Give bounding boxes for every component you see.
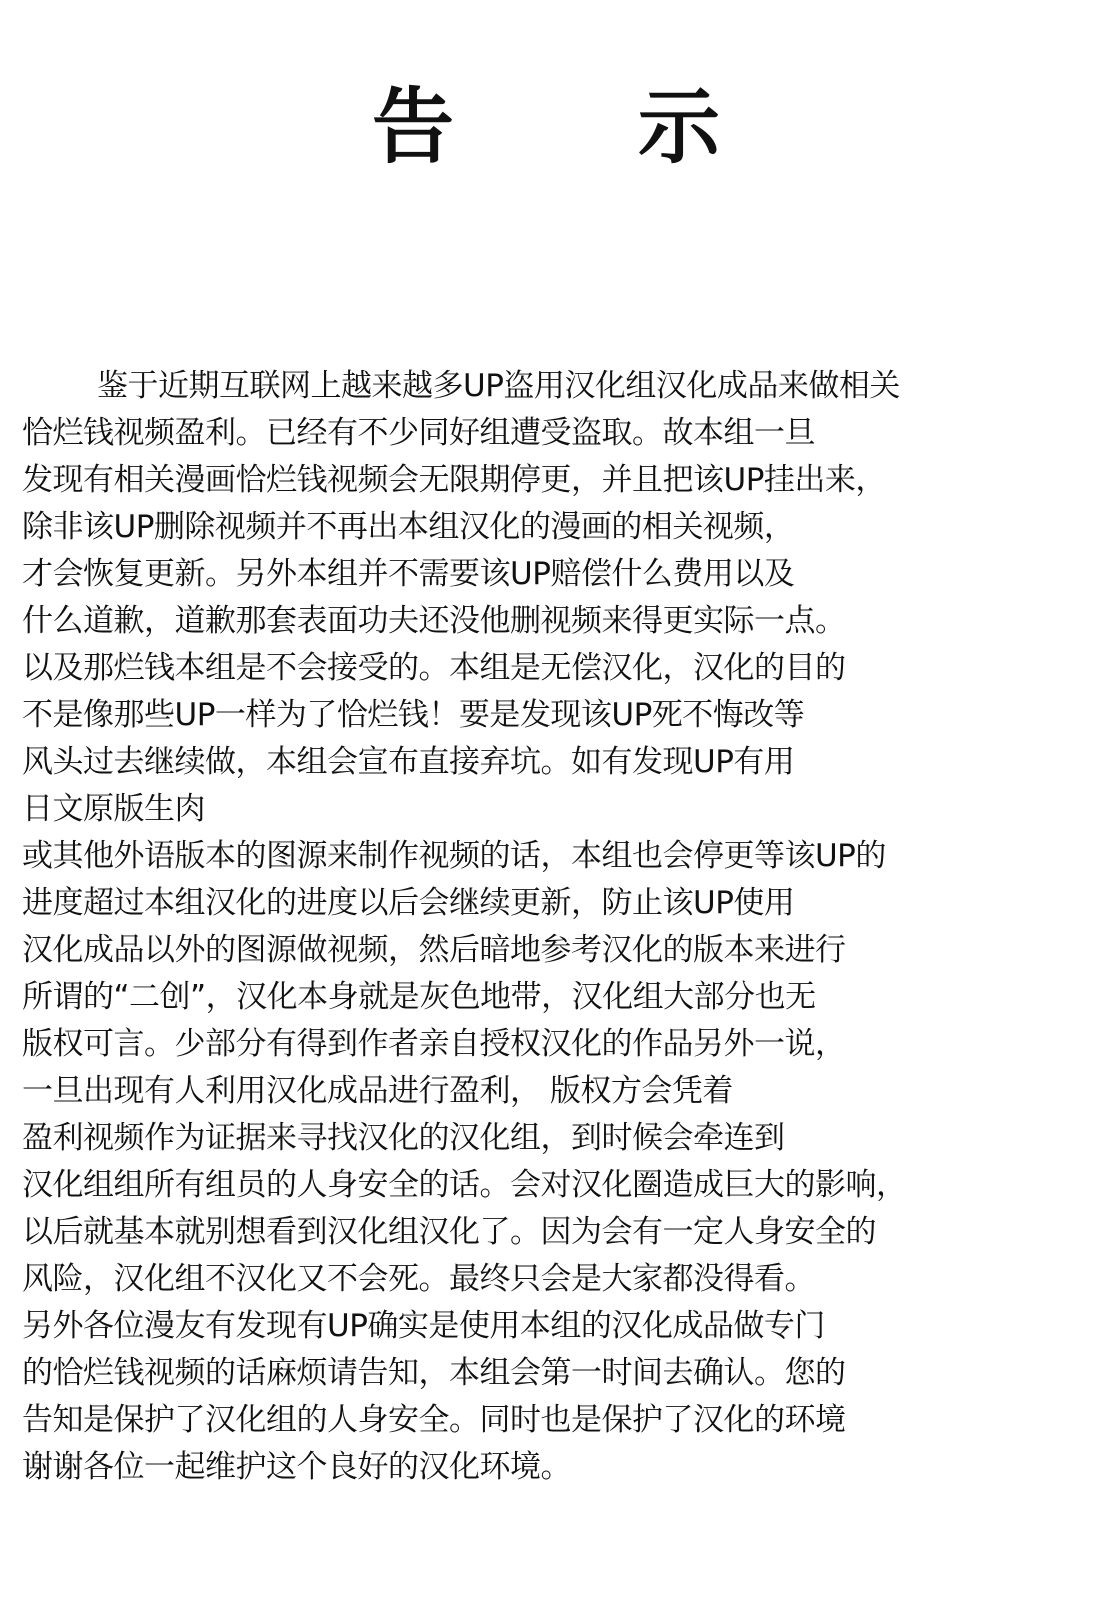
body-line: 所谓的“二创”，汉化本身就是灰色地带，汉化组大部分也无 xyxy=(22,979,816,1015)
body-line: 谢谢各位一起维护这个良好的汉化环境。 xyxy=(22,1449,571,1485)
body-line: 恰烂钱视频盈利。已经有不少同好组遭受盗取。故本组一旦 xyxy=(22,415,815,451)
body-line: 除非该UP删除视频并不再出本组汉化的漫画的相关视频， xyxy=(22,509,795,545)
body-line: 风头过去继续做，本组会宣布直接弃坑。如有发现UP有用 xyxy=(22,744,795,780)
body-line: 的恰烂钱视频的话麻烦请告知，本组会第一时间去确认。您的 xyxy=(22,1355,846,1391)
body-line: 进度超过本组汉化的进度以后会继续更新，防止该UP使用 xyxy=(22,885,795,921)
notice-title xyxy=(0,78,1115,178)
title-char-2: 示 xyxy=(638,80,721,175)
body-line: 才会恢复更新。另外本组并不需要该UP赔偿什么费用以及 xyxy=(22,556,795,592)
body-line: 鉴于近期互联网上越来越多UP盗用汉化组汉化成品来做相关 xyxy=(97,368,900,404)
body-line: 版权可言。少部分有得到作者亲自授权汉化的作品另外一说， xyxy=(22,1026,846,1062)
body-line: 不是像那些UP一样为了恰烂钱！要是发现该UP死不悔改等 xyxy=(22,697,805,733)
body-line: 盈利视频作为证据来寻找汉化的汉化组，到时候会牵连到 xyxy=(22,1120,785,1156)
body-line: 日文原版生肉 xyxy=(22,791,205,827)
body-line: 汉化成品以外的图源做视频，然后暗地参考汉化的版本来进行 xyxy=(22,932,846,968)
body-line: 一旦出现有人利用汉化成品进行盈利， 版权方会凭着 xyxy=(22,1073,733,1109)
body-line: 发现有相关漫画恰烂钱视频会无限期停更，并且把该UP挂出来， xyxy=(22,462,886,498)
body-line: 什么道歉，道歉那套表面功夫还没他删视频来得更实际一点。 xyxy=(22,603,846,639)
body-line: 以后就基本就别想看到汉化组汉化了。因为会有一定人身安全的 xyxy=(22,1214,876,1250)
body-line: 另外各位漫友有发现有UP确实是使用本组的汉化成品做专门 xyxy=(22,1308,825,1344)
body-line: 或其他外语版本的图源来制作视频的话，本组也会停更等该UP的 xyxy=(22,838,886,874)
body-line: 汉化组组所有组员的人身安全的话。会对汉化圈造成巨大的影响， xyxy=(22,1167,907,1203)
body-line: 以及那烂钱本组是不会接受的。本组是无偿汉化，汉化的目的 xyxy=(22,650,846,686)
body-line: 风险，汉化组不汉化又不会死。最终只会是大家都没得看。 xyxy=(22,1261,815,1297)
title-char-1: 告 xyxy=(372,80,455,175)
notice-body xyxy=(22,363,1112,1491)
body-line: 告知是保护了汉化组的人身安全。同时也是保护了汉化的环境 xyxy=(22,1402,846,1438)
